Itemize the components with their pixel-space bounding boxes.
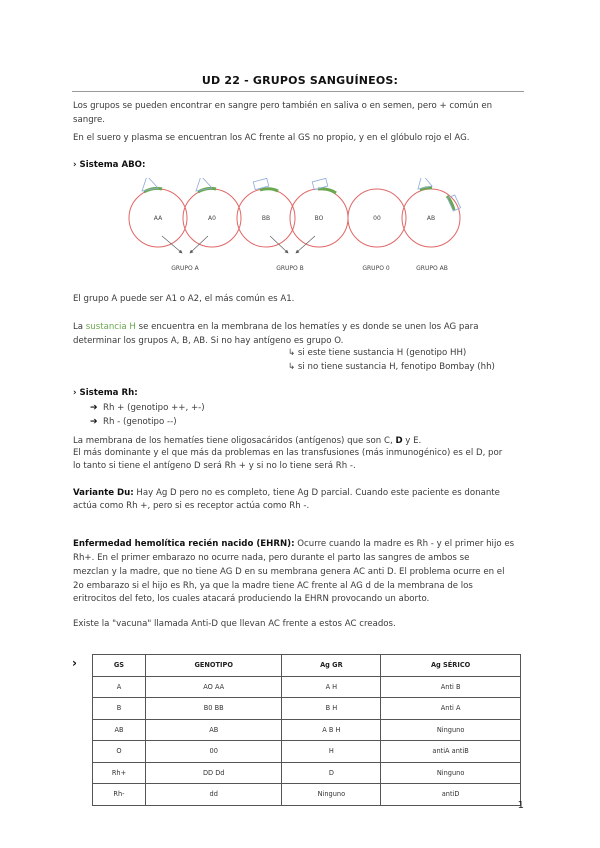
du-text: Hay Ag D pero no es completo, tiene Ag D parcial. Cuando este paciente es donante [133,488,500,498]
header-cell: Ag GR [282,655,381,677]
table-cell: antiD [381,784,521,806]
ehrn-line-4: 2o embarazo si el hijo es Rh, ya que la madre tiene AC frente al AG d de la membrana de los [73,581,473,591]
table-cell: Ninguno [282,784,381,806]
sustancia-sub-2: ↳ si no tiene sustancia H, fenotipo Bombay (hh) [288,362,495,372]
cell-bb [237,178,295,247]
rh-para-3: lo tanto si tiene el antígeno D será Rh + y si no lo tiene será Rh -. [73,461,356,471]
rh-item-1 [90,401,545,415]
sustancia-line-2: determinar los grupos A, B, AB. Si no hay antígeno es grupo O. [73,336,344,346]
intro-line-2: sangre. [73,115,106,125]
page-title: UD 22 - GRUPOS SANGUÍNEOS: [201,74,399,87]
table-row [93,762,521,784]
antigen-d: D [395,436,403,446]
rh-item-text: Rh - (genotipo --) [103,417,177,427]
table-row [93,719,521,741]
du-line-2: actúa como Rh +, pero si es receptor actúa como Rh -. [73,501,310,511]
intro-line-3: En el suero y plasma se encuentran los AC frente al GS no propio, y en el glóbulo rojo el AG. [73,133,470,143]
table-row [93,676,521,698]
table-cell: B0 BB [145,698,282,720]
ehrn-line-5: eritrocitos del feto, los cuales atacará produciendo la EHRN provocando un aborto. [73,594,430,604]
table-cell: A B H [282,719,381,741]
table-bullet: › [72,656,77,670]
ehrn-line-2: Rh+. En el primer embarazo no ocurre nada, pero durante el parto las sangres de ambos se [73,553,470,563]
table-header-row [93,655,521,677]
cell-label: 00 [373,215,381,222]
table-row [93,784,521,806]
group-label: GRUPO B [276,265,304,272]
sustancia-post: se encuentra en la membrana de los hematíes y es donde se unen los AG para [135,322,479,332]
sustancia-sub-1: ↳ si este tiene sustancia H (genotipo HH) [288,348,467,358]
table-cell: O [93,741,146,763]
rh-para-1-pre: La membrana de los hematíes tiene oligosacáridos (antígenos) que son C, [73,436,396,446]
blood-group-table [92,654,521,806]
header-cell: GS [93,655,146,677]
sustancia-line-1 [73,320,528,334]
cell-bo [290,178,348,247]
cell-aa [129,178,187,247]
table-cell: A [93,676,146,698]
table-cell: Anti B [381,676,521,698]
sustancia-highlight: sustancia H [85,322,136,332]
group-label: GRUPO AB [416,265,448,272]
intro-line-1: Los grupos se pueden encontrar en sangre pero también en saliva o en semen, pero + común en [73,101,493,111]
cell-00 [348,189,406,247]
table-row [93,741,521,763]
arrow-icon: ➔ [90,417,98,427]
cell-label: A0 [208,215,216,222]
sustancia-pre: La [73,322,86,332]
group-label: GRUPO A [171,265,199,272]
group-label: GRUPO 0 [362,265,390,272]
header-cell: Ag SÉRICO [381,655,521,677]
du-line-1 [73,486,528,500]
table-cell: Ninguno [381,719,521,741]
cell-ab [402,178,461,247]
ehrn-label: Enfermedad hemolítica recién nacido (EHRN): [73,539,295,549]
vacuna-text: Existe la "vacuna" llamada Anti-D que llevan AC frente a estos AC creados. [73,619,396,629]
table-cell: Anti A [381,698,521,720]
table-cell: dd [145,784,282,806]
title-divider [72,91,524,92]
table-cell: antiA antiB [381,741,521,763]
table-cell: D [282,762,381,784]
table-cell: B [93,698,146,720]
rh-item-2 [90,415,545,429]
page-number: 1 [517,800,524,811]
ehrn-line-3: mezclan y la madre, que no tiene AG D en su membrana genera AC anti D. El problema ocurre en el [73,567,505,577]
table-row [93,698,521,720]
table-cell: H [282,741,381,763]
table-cell: Ninguno [381,762,521,784]
ehrn-text: Ocurre cuando la madre es Rh - y el primer hijo es [294,539,515,549]
abo-diagram [120,178,480,278]
ehrn-line-1 [73,537,528,551]
cell-label: BO [314,215,324,222]
rh-para-1-post: y E. [402,436,422,446]
table-cell: AB [93,719,146,741]
table-cell: 00 [145,741,282,763]
table-cell: DD Dd [145,762,282,784]
table-cell: Rh- [93,784,146,806]
a-subtypes-text: El grupo A puede ser A1 o A2, el más común es A1. [73,294,295,304]
du-label: Variante Du: [73,488,134,498]
rh-item-text: Rh + (genotipo ++, +-) [103,403,205,413]
table-cell: B H [282,698,381,720]
cell-label: BB [261,215,271,222]
cell-a0 [183,178,241,247]
table-cell: AB [145,719,282,741]
rh-heading: › Sistema Rh: [73,388,138,398]
abo-heading: › Sistema ABO: [73,160,146,170]
table-cell: A H [282,676,381,698]
table-cell: Rh+ [93,762,146,784]
table-cell: AO AA [145,676,282,698]
rh-para-2: El más dominante y el que más da problemas en las transfusiones (más inmunogénico) es el D, por [73,448,503,458]
arrow-icon: ➔ [90,403,98,413]
cell-label: AB [426,215,436,222]
cell-label: AA [153,215,163,222]
header-cell: GENOTIPO [145,655,282,677]
